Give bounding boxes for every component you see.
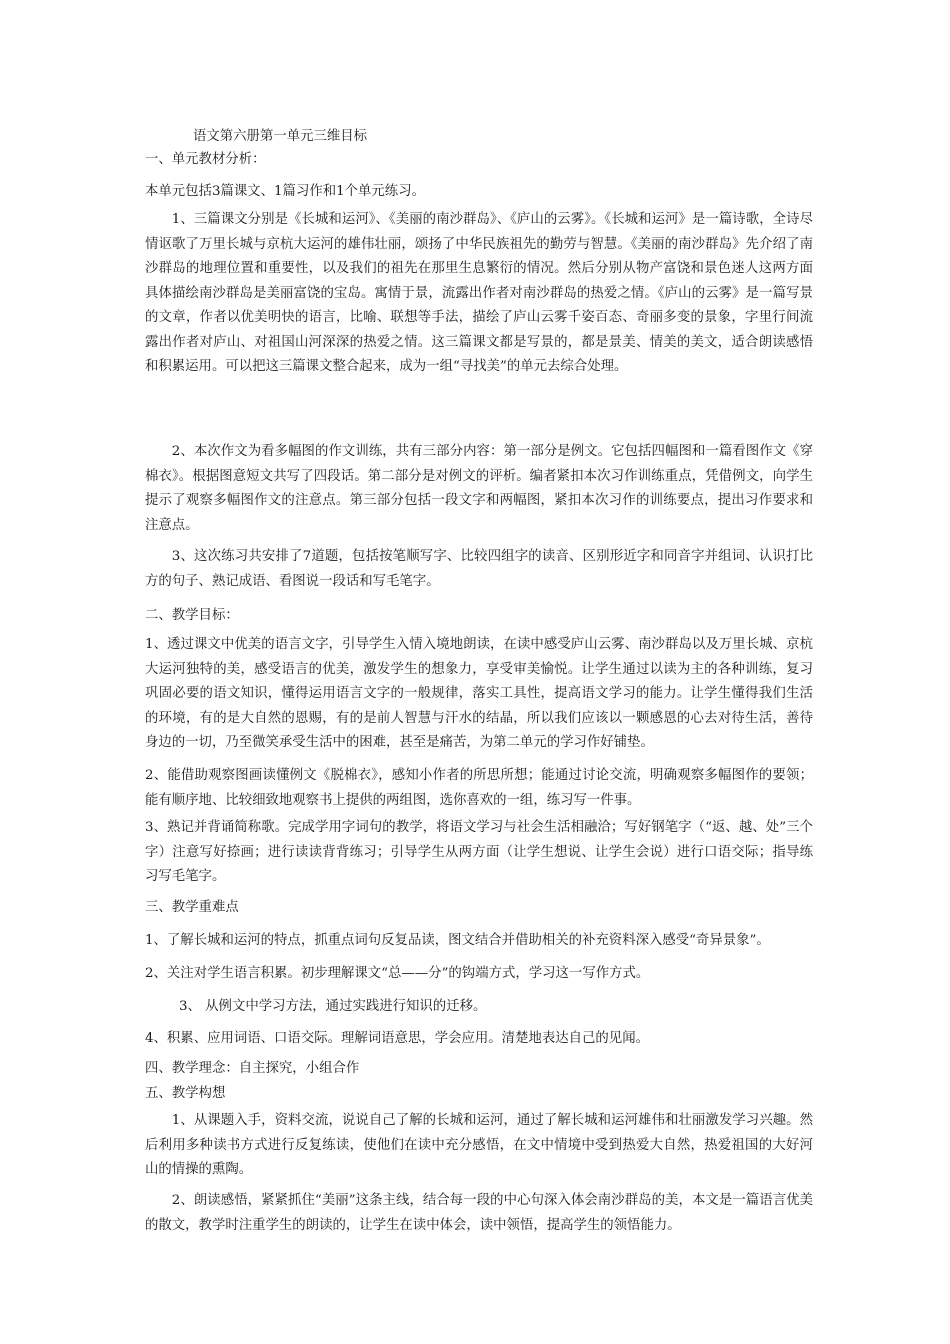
section-1-paragraph-3: 3、这次练习共安排了7道题，包括按笔顺写字、比较四组字的读音、区别形近字和同音字并组词、认识打比方的句子、熟记成语、看图说一段话和写毛笔字。 [145, 549, 813, 589]
section-1-heading: 一、单元教材分析： [145, 152, 266, 167]
section-2-heading: 二、教学目标： [145, 608, 239, 623]
section-2-paragraph-1: 1、透过课文中优美的语言文字，引导学生入情入境地朗读，在读中感受庐山云雾、南沙群岛以及万里长城、京杭大运河独特的美，感受语言的优美，激发学生的想象力，享受审美愉悦。让学生通过以读为主的各种训练，复习巩固必要的语文知识，懂得运用语言文字的一般规律，落实工具性，提高语文学习的能力。让学生懂得我们生活的环境，有的是大自然的恩赐，有的是前人智慧与汗水的结晶，所以我们应该以一颗感恩的心去对待生活，善待身边的一切，乃至微笑承受生活中的困难，甚至是痛苦，为第二单元的学习作好铺垫。 [145, 637, 813, 750]
section-4-heading: 四、教学理念：自主探究，小组合作 [145, 1061, 360, 1076]
section-5-heading: 五、教学构想 [145, 1086, 226, 1101]
section-3-heading: 三、教学重难点 [145, 900, 239, 915]
document-title: 语文第六册第一单元三维目标 [193, 129, 368, 144]
section-5-paragraph-2: 2、朗读感悟，紧紧抓住“美丽”这条主线，结合每一段的中心句深入体会南沙群岛的美，本文是一篇语言优美的散文，教学时注重学生的朗读的，让学生在读中体会，读中领悟，提高学生的领悟能力。 [145, 1193, 813, 1233]
section-1-intro: 本单元包括3篇课文、1篇习作和1个单元练习。 [145, 184, 425, 199]
section-1-paragraph-2: 2、本次作文为看多幅图的作文训练，共有三部分内容：第一部分是例文。它包括四幅图和一篇看图作文《穿棉衣》。根据图意短文共写了四段话。第二部分是对例文的评析。编者紧扣本次习作训练重点，凭借例文，向学生提示了观察多幅图作文的注意点。第三部分包括一段文字和两幅图，紧扣本次习作的训练要点，提出习作要求和注意点。 [145, 444, 813, 533]
section-3-item-3: 3、 从例文中学习方法，通过实践进行知识的迁移。 [179, 999, 487, 1014]
section-1-paragraph-1: 1、三篇课文分别是《长城和运河》、《美丽的南沙群岛》、《庐山的云雾》。《长城和运河》是一篇诗歌，全诗尽情讴歌了万里长城与京杭大运河的雄伟壮丽，颂扬了中华民族祖先的勤劳与智慧。《美丽的南沙群岛》先介绍了南沙群岛的地理位置和重要性，以及我们的祖先在那里生息繁衍的情况。然后分别从物产富饶和景色迷人这两方面具体描绘南沙群岛是美丽富饶的宝岛。寓情于景，流露出作者对南沙群岛的热爱之情。《庐山的云雾》是一篇写景的文章，作者以优美明快的语言，比喻、联想等手法，描绘了庐山云雾千姿百态、奇丽多变的景象，字里行间流露出作者对庐山、对祖国山河深深的热爱之情。这三篇课文都是写景的，都是景美、情美的美文，适合朗读感悟和积累运用。可以把这三篇课文整合起来，成为一组“寻找美”的单元去综合处理。 [145, 212, 813, 374]
section-2-paragraph-2: 2、能借助观察图画读懂例文《脱棉衣》，感知小作者的所思所想；能通过讨论交流，明确观察多幅图作的要领；能有顺序地、比较细致地观察书上提供的两组图，选你喜欢的一组，练习写一件事。 [145, 768, 813, 808]
section-3-item-4: 4、积累、应用词语、口语交际。理解词语意思，学会应用。清楚地表达自己的见闻。 [145, 1031, 649, 1046]
section-3-item-1: 1、了解长城和运河的特点，抓重点词句反复品读，图文结合并借助相关的补充资料深入感受“奇异景象”。 [145, 933, 770, 948]
section-3-item-2: 2、关注对学生语言积累。初步理解课文“总——分”的钩端方式，学习这一写作方式。 [145, 966, 650, 981]
section-2-paragraph-3: 3、熟记并背诵简称歌。完成学用字词句的教学，将语文学习与社会生活相融洽；写好钢笔字（“返、越、处”三个字）注意写好捺画；进行读读背背练习；引导学生从两方面（让学生想说、让学生会说）进行口语交际；指导练习写毛笔字。 [145, 820, 813, 884]
section-5-paragraph-1: 1、从课题入手，资料交流，说说自己了解的长城和运河，通过了解长城和运河雄伟和壮丽激发学习兴趣。然后利用多种读书方式进行反复练读，使他们在读中充分感悟，在文中情境中受到热爱大自然，热爱祖国的大好河山的情操的熏陶。 [145, 1113, 813, 1177]
